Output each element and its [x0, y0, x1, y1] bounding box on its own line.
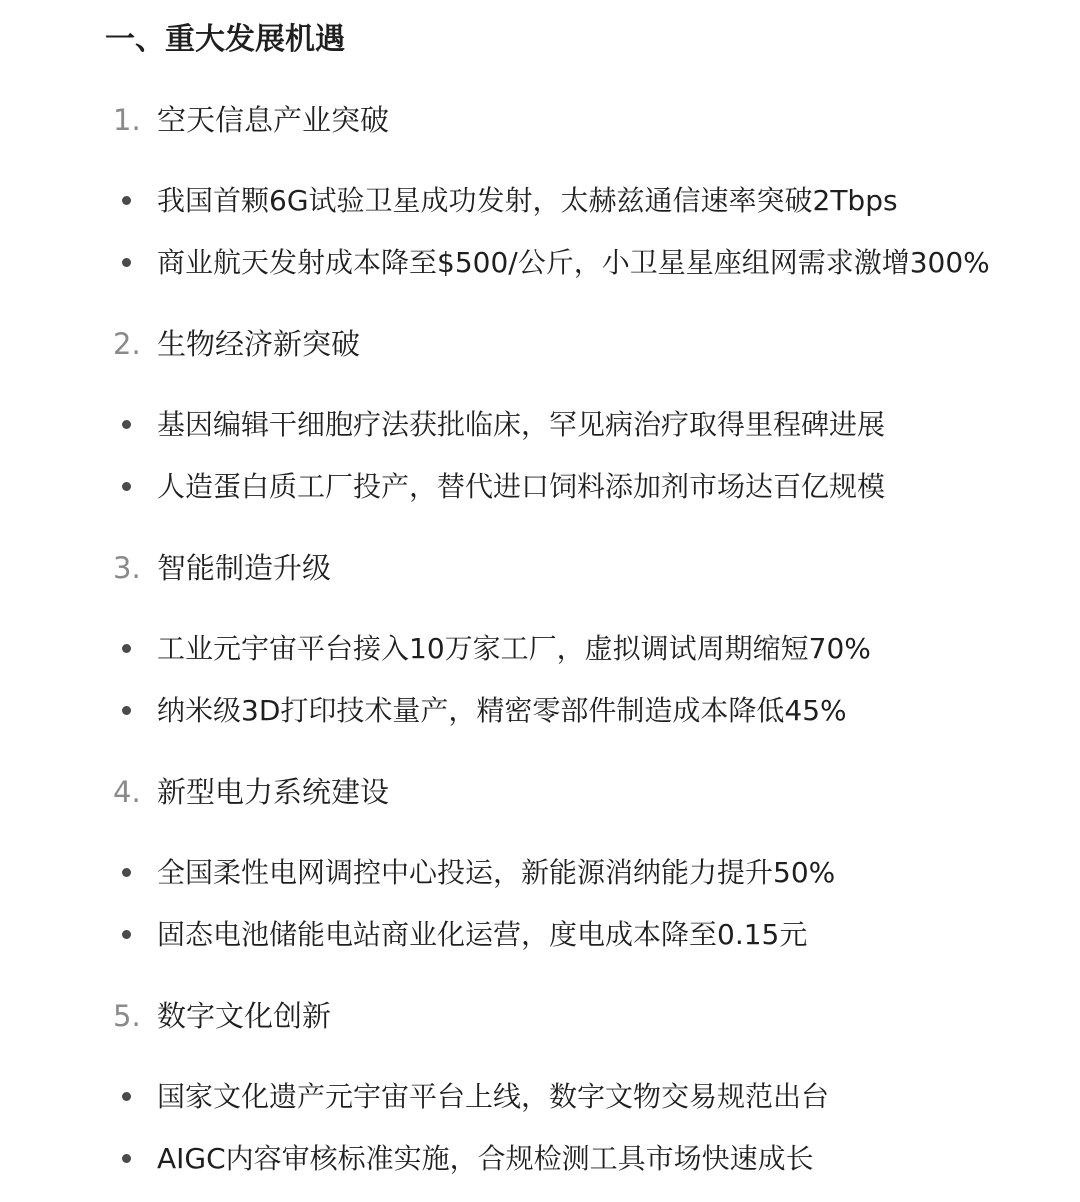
topic-title: 数字文化创新	[157, 999, 332, 1033]
list-item	[122, 851, 835, 895]
list-item-text: 工业元宇宙平台接入10万家工厂，虚拟调试周期缩短70%	[157, 632, 871, 665]
list-item	[122, 403, 885, 447]
list-item	[122, 689, 847, 733]
list-item-text: 商业航天发射成本降至$500/公斤，小卫星星座组网需求激增300%	[157, 246, 990, 279]
topic-number: 3.	[113, 551, 141, 585]
topic-title: 生物经济新突破	[157, 327, 361, 361]
list-item	[122, 627, 871, 671]
list-item-text: AIGC内容审核标准实施，合规检测工具市场快速成长	[157, 1142, 814, 1175]
bullet-dot-icon	[122, 196, 131, 205]
bullet-dot-icon	[122, 644, 131, 653]
list-item	[122, 241, 990, 285]
topic-2	[113, 322, 360, 366]
topic-title: 智能制造升级	[157, 551, 332, 585]
section-heading: 一、重大发展机遇	[105, 22, 345, 57]
list-item-text: 人造蛋白质工厂投产，替代进口饲料添加剂市场达百亿规模	[157, 470, 886, 503]
bullet-dot-icon	[122, 258, 131, 267]
list-item	[122, 913, 807, 957]
bullet-dot-icon	[122, 482, 131, 491]
list-item	[122, 465, 885, 509]
list-item-text: 纳米级3D打印技术量产，精密零部件制造成本降低45%	[157, 694, 847, 727]
topic-number: 5.	[113, 999, 141, 1033]
topic-number: 2.	[113, 327, 141, 361]
bullet-dot-icon	[122, 1154, 131, 1163]
topic-number: 4.	[113, 775, 141, 809]
bullet-dot-icon	[122, 930, 131, 939]
topic-4	[113, 770, 389, 814]
topic-title: 新型电力系统建设	[157, 775, 390, 809]
bullet-dot-icon	[122, 706, 131, 715]
list-item-text: 固态电池储能电站商业化运营，度电成本降至0.15元	[157, 918, 808, 951]
bullet-dot-icon	[122, 868, 131, 877]
topic-3	[113, 546, 331, 590]
list-item	[122, 1075, 829, 1119]
bullet-dot-icon	[122, 1092, 131, 1101]
list-item-text: 国家文化遗产元宇宙平台上线，数字文物交易规范出台	[157, 1080, 830, 1113]
list-item-text: 全国柔性电网调控中心投运，新能源消纳能力提升50%	[157, 856, 836, 889]
list-item-text: 我国首颗6G试验卫星成功发射，太赫兹通信速率突破2Tbps	[157, 184, 898, 217]
list-item	[122, 179, 898, 223]
list-item	[122, 1137, 814, 1181]
bullet-dot-icon	[122, 420, 131, 429]
topic-title: 空天信息产业突破	[157, 103, 390, 137]
topic-number: 1.	[113, 103, 141, 137]
list-item-text: 基因编辑干细胞疗法获批临床，罕见病治疗取得里程碑进展	[157, 408, 886, 441]
topic-1	[113, 98, 389, 142]
topic-5	[113, 994, 331, 1038]
